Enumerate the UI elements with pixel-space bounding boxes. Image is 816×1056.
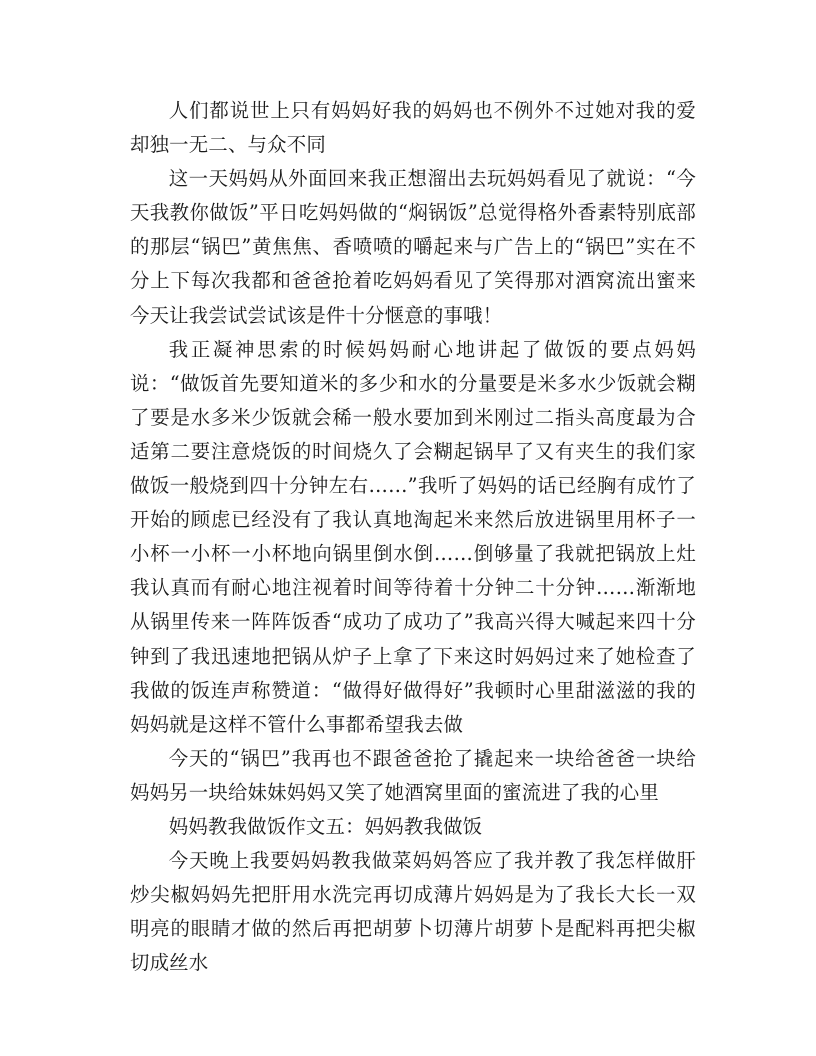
paragraph: 我正凝神思索的时候妈妈耐心地讲起了做饭的要点妈妈说：“做饭首先要知道米的多少和水的分量要是米多水少饭就会糊了要是水多米少饭就会稀一般水要加到米刚过二指头高度最为合适第二要注意烧饭的时间烧久了会糊起锅早了又有夹生的我们家做饭一般烧到四十分钟左右……”我听了妈妈的话已经胸有成竹了开始的顾虑已经没有了我认真地淘起米来然后放进锅里用杯子一小杯一小杯一小杯地向锅里倒水倒……倒够量了我就把锅放上灶我认真而有耐心地注视着时间等待着十分钟二十分钟……渐渐地从锅里传来一阵阵饭香“成功了成功了”我高兴得大喊起来四十分钟到了我迅速地把锅从炉子上拿了下来这时妈妈过来了她检查了我做的饭连声称赞道：“做得好做得好”我顿时心里甜滋滋的我的妈妈就是这样不管什么事都希望我去做 <box>130 337 696 736</box>
paragraph: 今天的“锅巴”我再也不跟爸爸抢了撬起来一块给爸爸一块给妈妈另一块给妹妹妈妈又笑了她酒窝里面的蜜流进了我的心里 <box>130 746 696 804</box>
paragraph: 今天晚上我要妈妈教我做菜妈妈答应了我并教了我怎样做肝炒尖椒妈妈先把肝用水洗完再切成薄片妈妈是为了我长大长一双明亮的眼睛才做的然后再把胡萝卜切薄片胡萝卜是配料再把尖椒切成丝水 <box>130 849 696 975</box>
document-body <box>130 94 696 980</box>
section-heading: 妈妈教我做饭作文五：妈妈教我做饭 <box>168 814 483 838</box>
paragraph: 这一天妈妈从外面回来我正想溜出去玩妈妈看见了就说：“今天我教你做饭”平日吃妈妈做的“焖锅饭”总觉得格外香素特别底部的那层“锅巴”黄焦焦、香喷喷的嚼起来与广告上的“锅巴”实在不分上下每次我都和爸爸抢着吃妈妈看见了笑得那对酒窝流出蜜来今天让我尝试尝试该是件十分惬意的事哦！ <box>130 167 696 327</box>
paragraph: 人们都说世上只有妈妈好我的妈妈也不例外不过她对我的爱却独一无二、与众不同 <box>130 99 696 157</box>
